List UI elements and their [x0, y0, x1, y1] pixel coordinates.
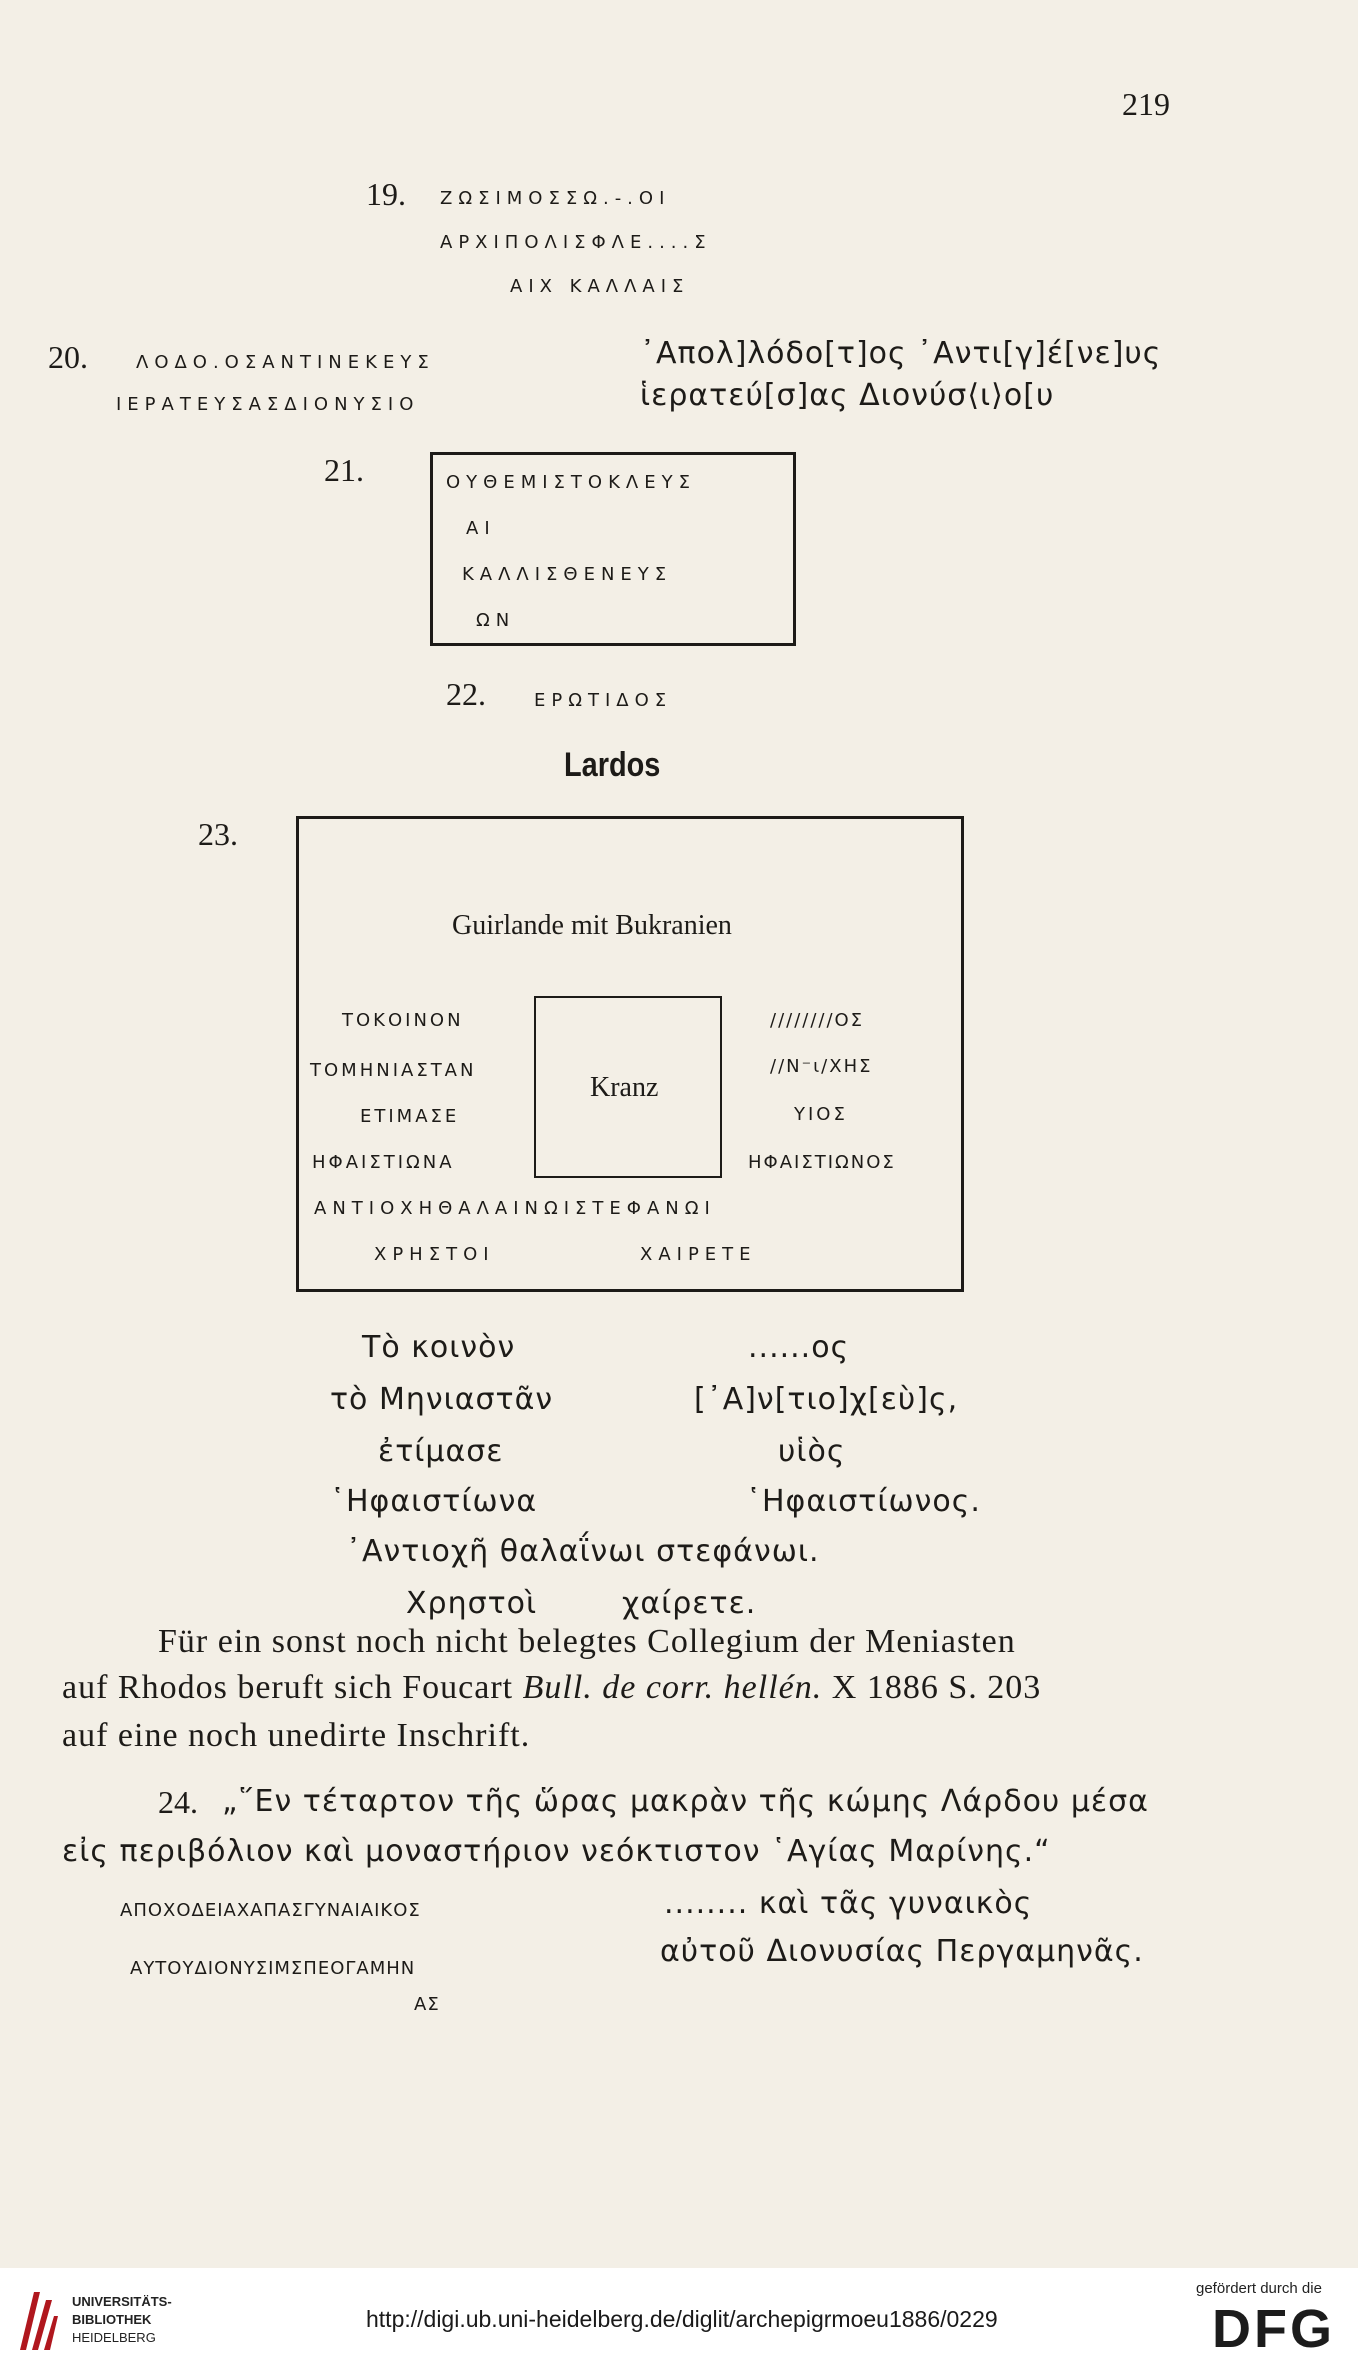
entry-19-line: ΑΙΧ ΚΑΛΛΑΙΣ — [510, 276, 690, 297]
library-name-line: HEIDELBERG — [72, 2330, 156, 2345]
entry-23-bottom-line: ΧΑΙΡΕΤΕ — [640, 1244, 757, 1265]
entry-24-transcription: ........ καὶ τᾶς γυναικὸς — [664, 1886, 1033, 1921]
entry-23-transcription-left: Τὸ κοινὸν — [362, 1330, 516, 1365]
commentary-line — [62, 1664, 1041, 1712]
entry-19-line: ΖΩΣΙΜΟΣΣΩ.-.ΟΙ — [440, 188, 671, 209]
entry-21-line: ΟΥΘΕΜΙΣΤΟΚΛΕΥΣ — [446, 472, 696, 493]
entry-21-line: ΩΝ — [476, 610, 516, 631]
entry-20-inscription: ΛΟΔΟ.ΟΣΑΝΤΙΝΕΚΕΥΣ — [136, 352, 435, 373]
library-name-line: UNIVERSITÄTS- — [72, 2294, 172, 2309]
permalink-url[interactable]: http://digi.ub.uni-heidelberg.de/diglit/archepigrmoeu1886/0229 — [366, 2306, 998, 2332]
citation: Bull. de corr. hellén. — [522, 1669, 823, 1706]
entry-23-transcription-bottom: χαίρετε. — [622, 1586, 757, 1621]
entry-24-inscription: ΑΣ — [414, 1994, 440, 2015]
entry-20-transcription: ἱερατεύ[σ]ας Διονύσ⟨ι⟩ο[υ — [640, 378, 1055, 413]
entry-23-right-line: ΥΙΟΣ — [794, 1104, 848, 1125]
entry-23-transcription-right: ......ος — [748, 1330, 850, 1365]
entry-23-transcription-left: τὸ Μηνιαστᾶν — [330, 1382, 554, 1417]
dfg-caption: gefördert durch die — [1196, 2280, 1322, 2297]
section-heading: Lardos — [564, 746, 661, 784]
entry-23-transcription-left: ῾Ηφαιστίωνα — [330, 1484, 538, 1519]
entry-23-right-line: //Ν⁻ι/ΧΗΣ — [770, 1056, 873, 1077]
university-library-logo — [14, 2286, 60, 2356]
commentary-line: auf eine noch unedirte Inschrift. — [62, 1717, 531, 1754]
entry-19-number: 19. — [366, 176, 406, 212]
entry-23-transcription-right: υἱὸς — [778, 1434, 846, 1469]
entry-20-inscription: ΙΕΡΑΤΕΥΣΑΣΔΙΟΝΥΣΙΟ — [116, 394, 420, 415]
library-name-line: BIBLIOTHEK — [72, 2312, 152, 2327]
entry-23-number: 23. — [198, 816, 238, 852]
entry-23-transcription-bottom: Χρηστοὶ — [406, 1586, 538, 1621]
entry-20-number: 20. — [48, 339, 88, 375]
entry-23-transcription-left: ἐτίμασε — [378, 1434, 504, 1469]
footer-bar — [0, 2268, 1358, 2368]
entry-23-transcription-bottom: ᾿Αντιοχῆ θαλαΐνωι στεφάνωι. — [346, 1534, 820, 1569]
entry-20-transcription: ᾿Απολ]λόδο[τ]ος ᾿Αντι[γ]έ[νε]υς — [640, 336, 1162, 371]
entry-21-number: 21. — [324, 452, 364, 488]
entry-23-kranz-label: Kranz — [590, 1072, 659, 1103]
page-number: 219 — [1122, 86, 1170, 122]
commentary-text: auf Rhodos beruft sich Foucart — [62, 1669, 523, 1706]
entry-24-inscription: ΑΠΟΧΟΔΕΙΑΧΑΠΑΣΓΥΝΑΙΑΙΚΟΣ — [120, 1900, 421, 1921]
entry-22-number: 22. — [446, 676, 486, 712]
commentary-text: X 1886 S. 203 — [822, 1669, 1042, 1706]
entry-23-garland-label: Guirlande mit Bukranien — [452, 910, 732, 941]
dfg-logo: DFG — [1212, 2299, 1335, 2359]
entry-23-left-line: ΗΦΑΙΣΤΙΩΝΑ — [312, 1152, 455, 1173]
entry-21-line: ΚΑΛΛΙΣΘΕΝΕΥΣ — [462, 564, 673, 585]
entry-21-line: ΑΙ — [466, 518, 496, 539]
entry-24-number: 24. — [158, 1784, 198, 1820]
entry-23-bottom-line: ΧΡΗΣΤΟΙ — [374, 1244, 495, 1265]
entry-23-left-line: ΤΟΜΗΝΙΑΣΤΑΝ — [310, 1060, 477, 1081]
commentary-line: Für ein sonst noch nicht belegtes Collegium der Meniasten — [158, 1623, 1016, 1660]
entry-23-right-line: ΗΦΑΙΣΤΙΩΝΟΣ — [748, 1152, 896, 1173]
entry-23-transcription-right: ῾Ηφαιστίωνος. — [746, 1484, 981, 1519]
entry-24-transcription: αὐτοῦ Διονυσίας Περγαμηνᾶς. — [660, 1934, 1144, 1969]
entry-23-left-line: ΕΤΙΜΑΣΕ — [360, 1106, 460, 1127]
entry-23-right-line: ////////ΟΣ — [770, 1010, 865, 1031]
entry-23-bottom-line: ΑΝΤΙΟΧΗΘΑΛΑΙΝΩΙΣΤΕΦΑΝΩΙ — [314, 1198, 716, 1219]
entry-22-text: ΕΡΩΤΙΔΟΣ — [534, 690, 673, 711]
entry-19-line: ΑΡΧΙΠΟΛΙΣΦΛΕ....Σ — [440, 232, 712, 253]
entry-24-quote: εἰς περιβόλιον καὶ μοναστήριον νεόκτιστον ῾Αγίας Μαρίνης.“ — [62, 1834, 1051, 1869]
entry-23-transcription-right: [᾿Α]ν[τιο]χ[εὺ]ς, — [694, 1382, 959, 1417]
entry-24-quote: „῞Εν τέταρτον τῆς ὥρας μακρὰν τῆς κώμης Λάρδου μέσα — [222, 1784, 1149, 1819]
entry-24-inscription: ΑΥΤΟΥΔΙΟΝΥΣΙΜΣΠΕΟΓΑΜΗΝ — [130, 1958, 416, 1979]
entry-23-left-line: ΤΟΚΟΙΝΟΝ — [342, 1010, 464, 1031]
